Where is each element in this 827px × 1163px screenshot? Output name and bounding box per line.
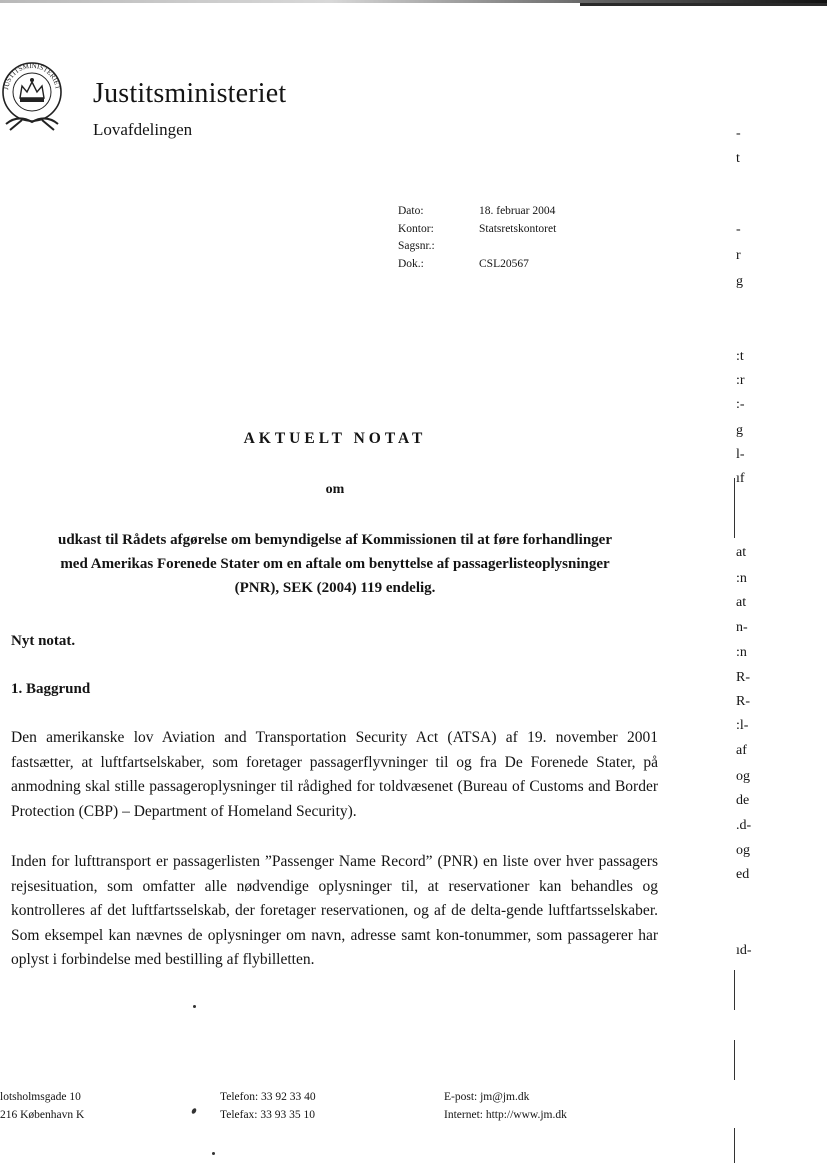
footer-phone: Telefon: 33 92 33 40 xyxy=(220,1091,316,1103)
subject-line: (PNR), SEK (2004) 119 endelig. xyxy=(234,580,436,596)
scan-speck xyxy=(191,1107,197,1114)
bleed-fragment: R- xyxy=(736,670,750,685)
scan-edge-line xyxy=(734,1040,735,1080)
bleed-fragment: de xyxy=(736,793,750,808)
bleed-fragment: og xyxy=(736,769,750,784)
bleed-fragment: af xyxy=(736,743,747,758)
footer-address xyxy=(0,1088,84,1124)
svg-text:JUSTITSMINISTERIET: JUSTITSMINISTERIET xyxy=(2,61,62,91)
bleed-fragment: r xyxy=(736,248,741,263)
bleed-fragment: n- xyxy=(736,620,748,635)
meta-value-doc: CSL20567 xyxy=(479,257,529,270)
subject-line: udkast til Rådets afgørelse om bemyndigelse af Kommissionen til at føre forhandlinger xyxy=(57,532,612,548)
paragraph-background-1: Den amerikanske lov Aviation and Transportation Security Act (ATSA) af 19. november 2001 fastsætter, at luftfartselskaber, som foretager passagerflyvninger til og fra De Forenede Stater, på anmodning skal stille passageroplysninger til rådighed for toldvæsenet (Bureau of Customs and Border Protection (CBP) – Department of Homeland Security). xyxy=(11,729,658,820)
bleed-fragment: at xyxy=(736,545,747,560)
scan-speck xyxy=(193,1005,196,1008)
scan-edge-line xyxy=(734,970,735,1010)
new-note-label: Nyt notat. xyxy=(11,633,76,649)
meta-row-doc xyxy=(398,256,556,274)
paragraph-background-2: Inden for lufttransport er passagerlisten ”Passenger Name Record” (PNR) en liste over hver passagers rejsesituation, som omfatter alle nødvendige oplysninger til, at reservationer kan behandles og kontrolleres af det luftfartsselskab, der foretager reservationen, og af de delta-gende luftfartsselskaber. Som eksempel kan nævnes de oplysninger om navn, adresse samt kon-tonummer, som passagerer har oplyst i forbindelse med bestilling af flybilletten. xyxy=(11,853,658,968)
bleed-fragment: g xyxy=(736,423,743,438)
bleed-fragment: :n xyxy=(736,571,747,586)
adjacent-page-bleed xyxy=(724,0,784,1163)
bleed-fragment: at xyxy=(736,595,747,610)
bleed-fragment: :- xyxy=(736,397,745,412)
bleed-fragment: - xyxy=(736,126,741,141)
footer-internet: Internet: http://www.jm.dk xyxy=(444,1109,567,1121)
bleed-fragment: R- xyxy=(736,694,750,709)
meta-label-office: Kontor: xyxy=(398,222,434,235)
scan-speck xyxy=(212,1152,215,1155)
meta-row-case xyxy=(398,238,556,256)
meta-value-date: 18. februar 2004 xyxy=(479,205,556,217)
bleed-fragment: .d- xyxy=(736,818,752,833)
meta-label-date: Dato: xyxy=(398,205,424,217)
document-title: AKTUELT NOTAT xyxy=(243,430,427,447)
subject-line: med Amerikas Forenede Stater om en aftale om benyttelse af passagerlisteoplysninger xyxy=(60,556,610,572)
bleed-fragment: :l- xyxy=(736,718,749,733)
footer-address-city: 216 København K xyxy=(0,1109,85,1121)
bleed-fragment: l- xyxy=(736,447,745,462)
meta-value-office: Statsretskontoret xyxy=(479,222,557,235)
bleed-fragment: ed xyxy=(736,867,750,882)
document-title-om: om xyxy=(325,482,345,497)
department-name: Lovafdelingen xyxy=(93,120,193,139)
bleed-fragment: :n xyxy=(736,645,747,660)
bleed-fragment: :r xyxy=(736,373,745,388)
bleed-fragment: - xyxy=(736,222,741,237)
document-subject xyxy=(0,528,670,600)
meta-label-doc: Dok.: xyxy=(398,257,424,270)
footer-phone-block xyxy=(220,1088,316,1124)
royal-seal-logo xyxy=(0,48,64,136)
bleed-fragment: t xyxy=(736,151,740,166)
section-heading: 1. Baggrund xyxy=(11,681,91,697)
bleed-fragment: ıf xyxy=(736,471,745,486)
scan-edge-top-dark xyxy=(580,3,827,6)
document-metadata xyxy=(398,203,556,273)
scan-edge-line xyxy=(734,1128,735,1163)
footer-email: E-post: jm@jm.dk xyxy=(444,1091,530,1103)
footer-fax: Telefax: 33 93 35 10 xyxy=(220,1109,316,1121)
bleed-fragment: og xyxy=(736,843,750,858)
bleed-fragment: :t xyxy=(736,349,744,364)
ministry-name: Justitsministeriet xyxy=(93,78,287,109)
footer-address-street: lotsholmsgade 10 xyxy=(0,1091,81,1103)
footer-contact-block xyxy=(444,1088,567,1124)
scan-edge-line xyxy=(734,478,735,538)
bleed-fragment: ıd- xyxy=(736,943,752,958)
meta-row-date xyxy=(398,203,556,221)
bleed-fragment: g xyxy=(736,274,743,289)
meta-row-office xyxy=(398,221,556,239)
meta-label-case: Sagsnr.: xyxy=(398,240,435,252)
